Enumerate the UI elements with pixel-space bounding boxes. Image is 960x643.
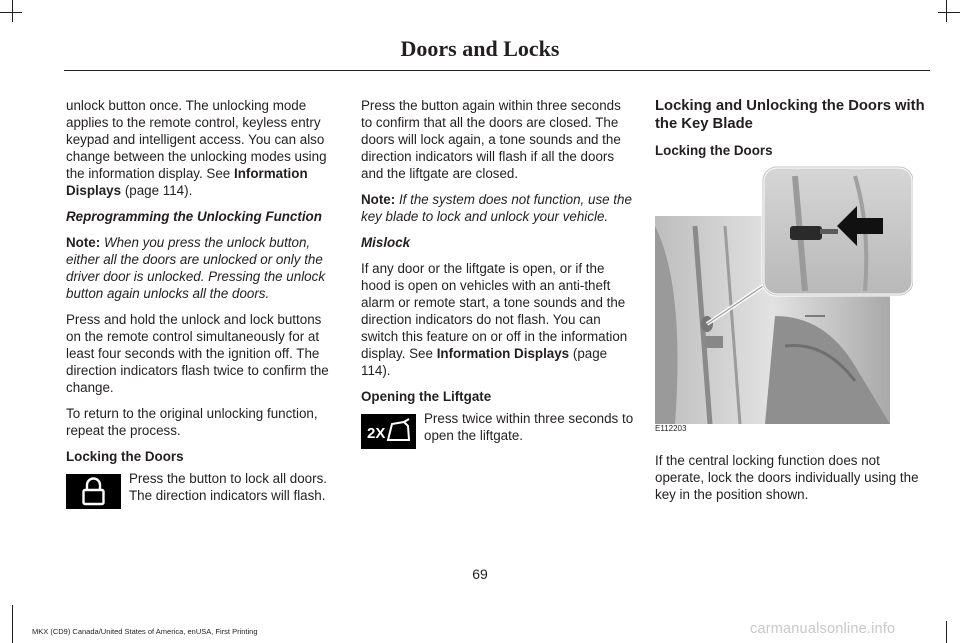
subheading: Locking the Doors: [66, 449, 184, 464]
paragraph: Press and hold the unlock and lock buttons on the remote control simultaneously for at least four seconds with the ignition off. The direction indicators flash twice to confirm the change.: [66, 312, 329, 395]
key-blade-illustration: [655, 166, 913, 434]
column-3: [655, 97, 930, 512]
column-2: [361, 97, 633, 454]
liftgate-icon-label: 2X: [367, 425, 386, 442]
subheading: Opening the Liftgate: [361, 389, 492, 404]
liftgate-instruction: [361, 411, 634, 454]
door-lock-figure: [655, 166, 913, 424]
note: [66, 234, 338, 302]
cross-reference-link[interactable]: Information Displays: [66, 166, 308, 198]
note-label: Note:: [361, 192, 396, 207]
crop-mark: [946, 621, 947, 643]
paragraph: [66, 97, 338, 199]
paragraph: If the central locking function does not operate, lock the doors individually using the key in the position shown.: [655, 453, 919, 502]
crop-mark: [938, 12, 960, 13]
crop-mark: [946, 0, 947, 22]
padlock-icon: [66, 474, 121, 509]
crop-mark: [12, 0, 13, 22]
liftgate-text: Press twice within three seconds to open the liftgate.: [424, 411, 634, 443]
note: [361, 191, 633, 225]
crop-mark: [12, 605, 13, 643]
paragraph: Press the button again within three seconds to confirm that all the doors are closed. The doors will lock again, a tone sounds and the direction indicators will flash if all the doors and the liftgate are closed.: [361, 98, 621, 181]
crop-mark: [0, 12, 22, 13]
paragraph: [361, 260, 633, 379]
subheading: Mislock: [361, 235, 411, 250]
lock-instruction: [66, 471, 338, 514]
page-number: 69: [472, 566, 488, 582]
liftgate-icon: [361, 414, 416, 449]
subheading: Reprogramming the Unlocking Function: [66, 209, 322, 224]
text: If any door or the liftgate is open, or if the hood is open on vehicles with an anti-theft alarm or remote start, a tone sounds and the direction indicators do not flash. You can switch this feature on or off in the information display. See: [361, 261, 628, 361]
page-ref: (page 114).: [361, 346, 608, 378]
note-text: When you press the unlock button, either all the doors are unlocked or only the driver door is unlocked. Pressing the unlock button again unlocks all the doors.: [66, 235, 326, 301]
footer-text: MKX (CD9) Canada/United States of America, enUSA, First Printing: [32, 627, 258, 636]
subheading: Locking the Doors: [655, 143, 773, 158]
note-label: Note:: [66, 235, 101, 250]
watermark[interactable]: carmanualsonline.info: [750, 621, 896, 637]
lock-text: Press the button to lock all doors. The direction indicators will flash.: [129, 471, 327, 503]
page-title: Doors and Locks: [400, 36, 560, 61]
column-1: [66, 97, 338, 514]
text: unlock button once. The unlocking mode applies to the remote control, keyless entry keypad and intelligent access. You can also change between the unlocking modes using the information display. See: [66, 98, 327, 181]
figure-code: E112203: [655, 424, 687, 433]
paragraph: To return to the original unlocking function, repeat the process.: [66, 406, 318, 438]
section-heading: Locking and Unlocking the Doors with the Key Blade: [655, 98, 925, 132]
note-text: If the system does not function, use the key blade to lock and unlock your vehicle.: [361, 192, 632, 224]
cross-reference-link[interactable]: Information Displays: [436, 346, 570, 361]
header-rule: [64, 70, 930, 71]
page-ref: (page 114).: [121, 183, 193, 198]
